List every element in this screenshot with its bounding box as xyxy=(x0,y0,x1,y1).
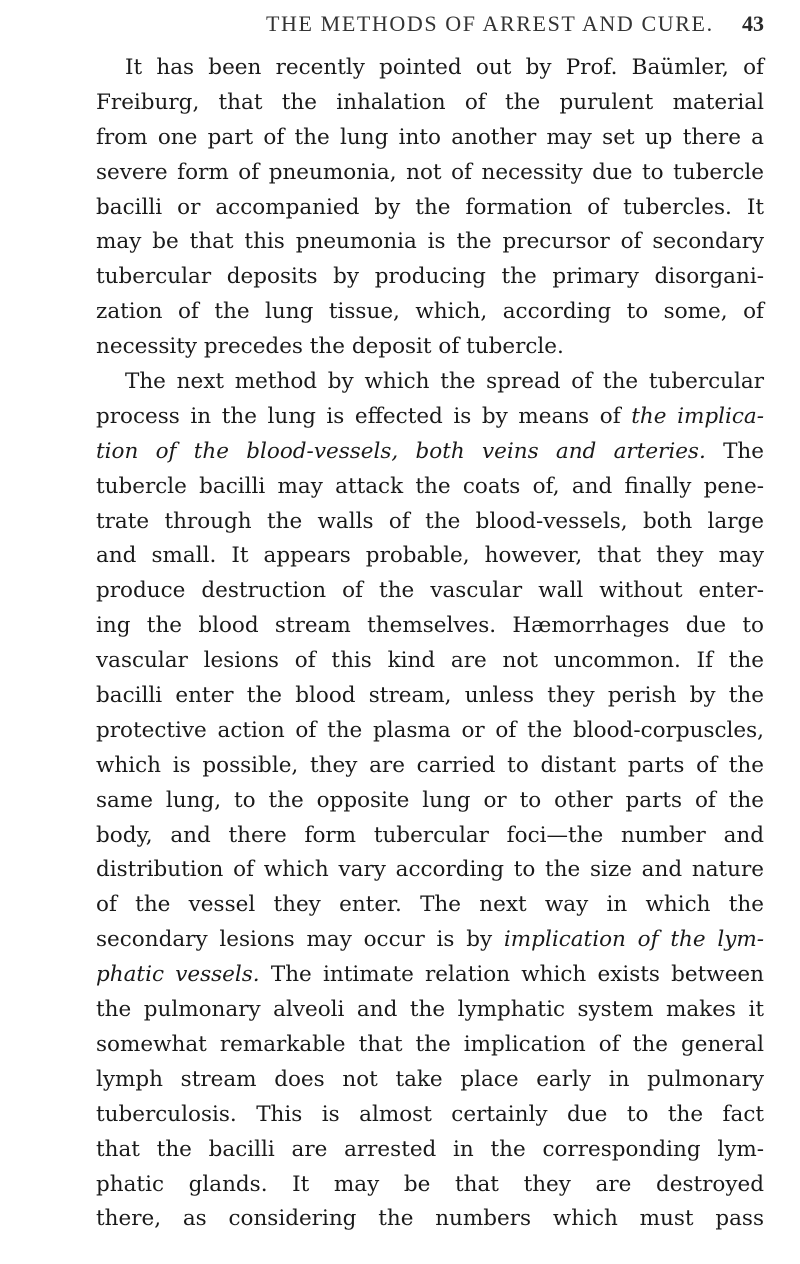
text-line xyxy=(96,609,764,644)
text-segment: which is possible, they are carried to distant parts of the xyxy=(96,752,764,778)
italic-phrase: phatic vessels. xyxy=(96,962,260,988)
text-line xyxy=(96,330,764,365)
text-segment: severe form of pneumonia, not of necessity due to tubercle xyxy=(96,159,764,185)
text-segment: It has been recently pointed out by Prof. Baümler, of xyxy=(125,55,764,80)
text-line xyxy=(96,156,764,191)
text-line xyxy=(96,749,764,784)
text-line xyxy=(96,365,764,400)
text-line xyxy=(96,679,764,714)
text-segment: there, as considering the numbers which must pass xyxy=(96,1206,764,1232)
text-line xyxy=(96,1098,764,1133)
text-line xyxy=(96,1133,764,1168)
text-segment: lymph stream does not take place early in pulmonary xyxy=(96,1066,764,1092)
text-line xyxy=(96,644,764,679)
text-segment: produce destruction of the vascular wall without enter- xyxy=(96,578,764,604)
text-segment: trate through the walls of the blood-vessels, both large xyxy=(96,508,764,534)
text-line xyxy=(96,400,764,435)
text-segment: that the bacilli are arrested in the corresponding lym- xyxy=(96,1136,764,1162)
text-line xyxy=(96,784,764,819)
text-segment: necessity precedes the deposit of tubercle. xyxy=(96,334,564,360)
text-line xyxy=(96,714,764,749)
body-text xyxy=(96,51,764,1237)
text-line xyxy=(96,888,764,923)
text-line xyxy=(96,225,764,260)
text-line xyxy=(96,260,764,295)
text-line xyxy=(96,470,764,505)
text-line xyxy=(96,923,764,958)
text-line xyxy=(96,853,764,888)
text-segment: Freiburg, that the inhalation of the purulent material xyxy=(96,89,764,115)
text-line xyxy=(96,958,764,993)
text-line xyxy=(96,1028,764,1063)
text-line xyxy=(96,1063,764,1098)
text-line xyxy=(96,51,764,86)
text-line xyxy=(96,505,764,540)
text-segment: bacilli or accompanied by the formation of tubercles. It xyxy=(96,194,764,220)
running-head xyxy=(96,11,764,43)
text-segment: from one part of the lung into another may set up there a xyxy=(96,124,764,150)
text-segment: The intimate relation which exists between xyxy=(259,962,764,988)
text-segment: ing the blood stream themselves. Hæmorrhages due to xyxy=(96,613,764,639)
text-segment: bacilli enter the blood stream, unless they perish by the xyxy=(96,683,764,709)
text-segment: distribution of which vary according to the size and nature xyxy=(96,857,764,883)
text-segment: body, and there form tubercular foci—the number and xyxy=(96,822,764,848)
text-line xyxy=(96,191,764,226)
text-line xyxy=(96,1168,764,1203)
text-segment: zation of the lung tissue, which, according to some, of xyxy=(96,299,764,325)
text-segment: of the vessel they enter. The next way in which the xyxy=(96,892,764,918)
italic-phrase: the implica- xyxy=(631,403,764,429)
text-line xyxy=(96,819,764,854)
text-segment: phatic glands. It may be that they are destroyed xyxy=(96,1171,764,1197)
text-segment: process in the lung is effected is by means of xyxy=(96,403,632,429)
text-line xyxy=(96,1202,764,1237)
text-segment: The next method by which the spread of the tubercular xyxy=(125,369,764,395)
text-segment: protective action of the plasma or of the blood-corpuscles, xyxy=(96,717,764,743)
text-segment: the pulmonary alveoli and the lymphatic system makes it xyxy=(96,997,764,1023)
text-segment: The xyxy=(705,438,765,464)
text-segment: same lung, to the opposite lung or to other parts of the xyxy=(96,787,764,813)
text-segment: vascular lesions of this kind are not uncommon. If the xyxy=(96,648,764,674)
italic-phrase: implication of the lym- xyxy=(503,927,764,953)
text-line xyxy=(96,86,764,121)
text-segment: tubercle bacilli may attack the coats of, and finally pene- xyxy=(96,473,764,499)
text-line xyxy=(96,121,764,156)
text-segment: may be that this pneumonia is the precursor of secondary xyxy=(96,229,764,255)
text-line xyxy=(96,993,764,1028)
text-line xyxy=(96,435,764,470)
text-segment: and small. It appears probable, however, that they may xyxy=(96,543,764,569)
italic-phrase: tion of the blood-vessels, both veins and arteries. xyxy=(96,438,706,464)
running-title: THE METHODS OF ARREST AND CURE. xyxy=(266,11,714,36)
text-line xyxy=(96,539,764,574)
page-number: 43 xyxy=(742,11,764,36)
text-segment: tuberculosis. This is almost certainly due to the fact xyxy=(96,1101,764,1127)
text-line xyxy=(96,574,764,609)
text-line xyxy=(96,295,764,330)
text-segment: somewhat remarkable that the implication of the general xyxy=(96,1031,764,1057)
text-segment: tubercular deposits by producing the primary disorgani- xyxy=(96,264,764,290)
text-segment: secondary lesions may occur is by xyxy=(96,927,504,953)
